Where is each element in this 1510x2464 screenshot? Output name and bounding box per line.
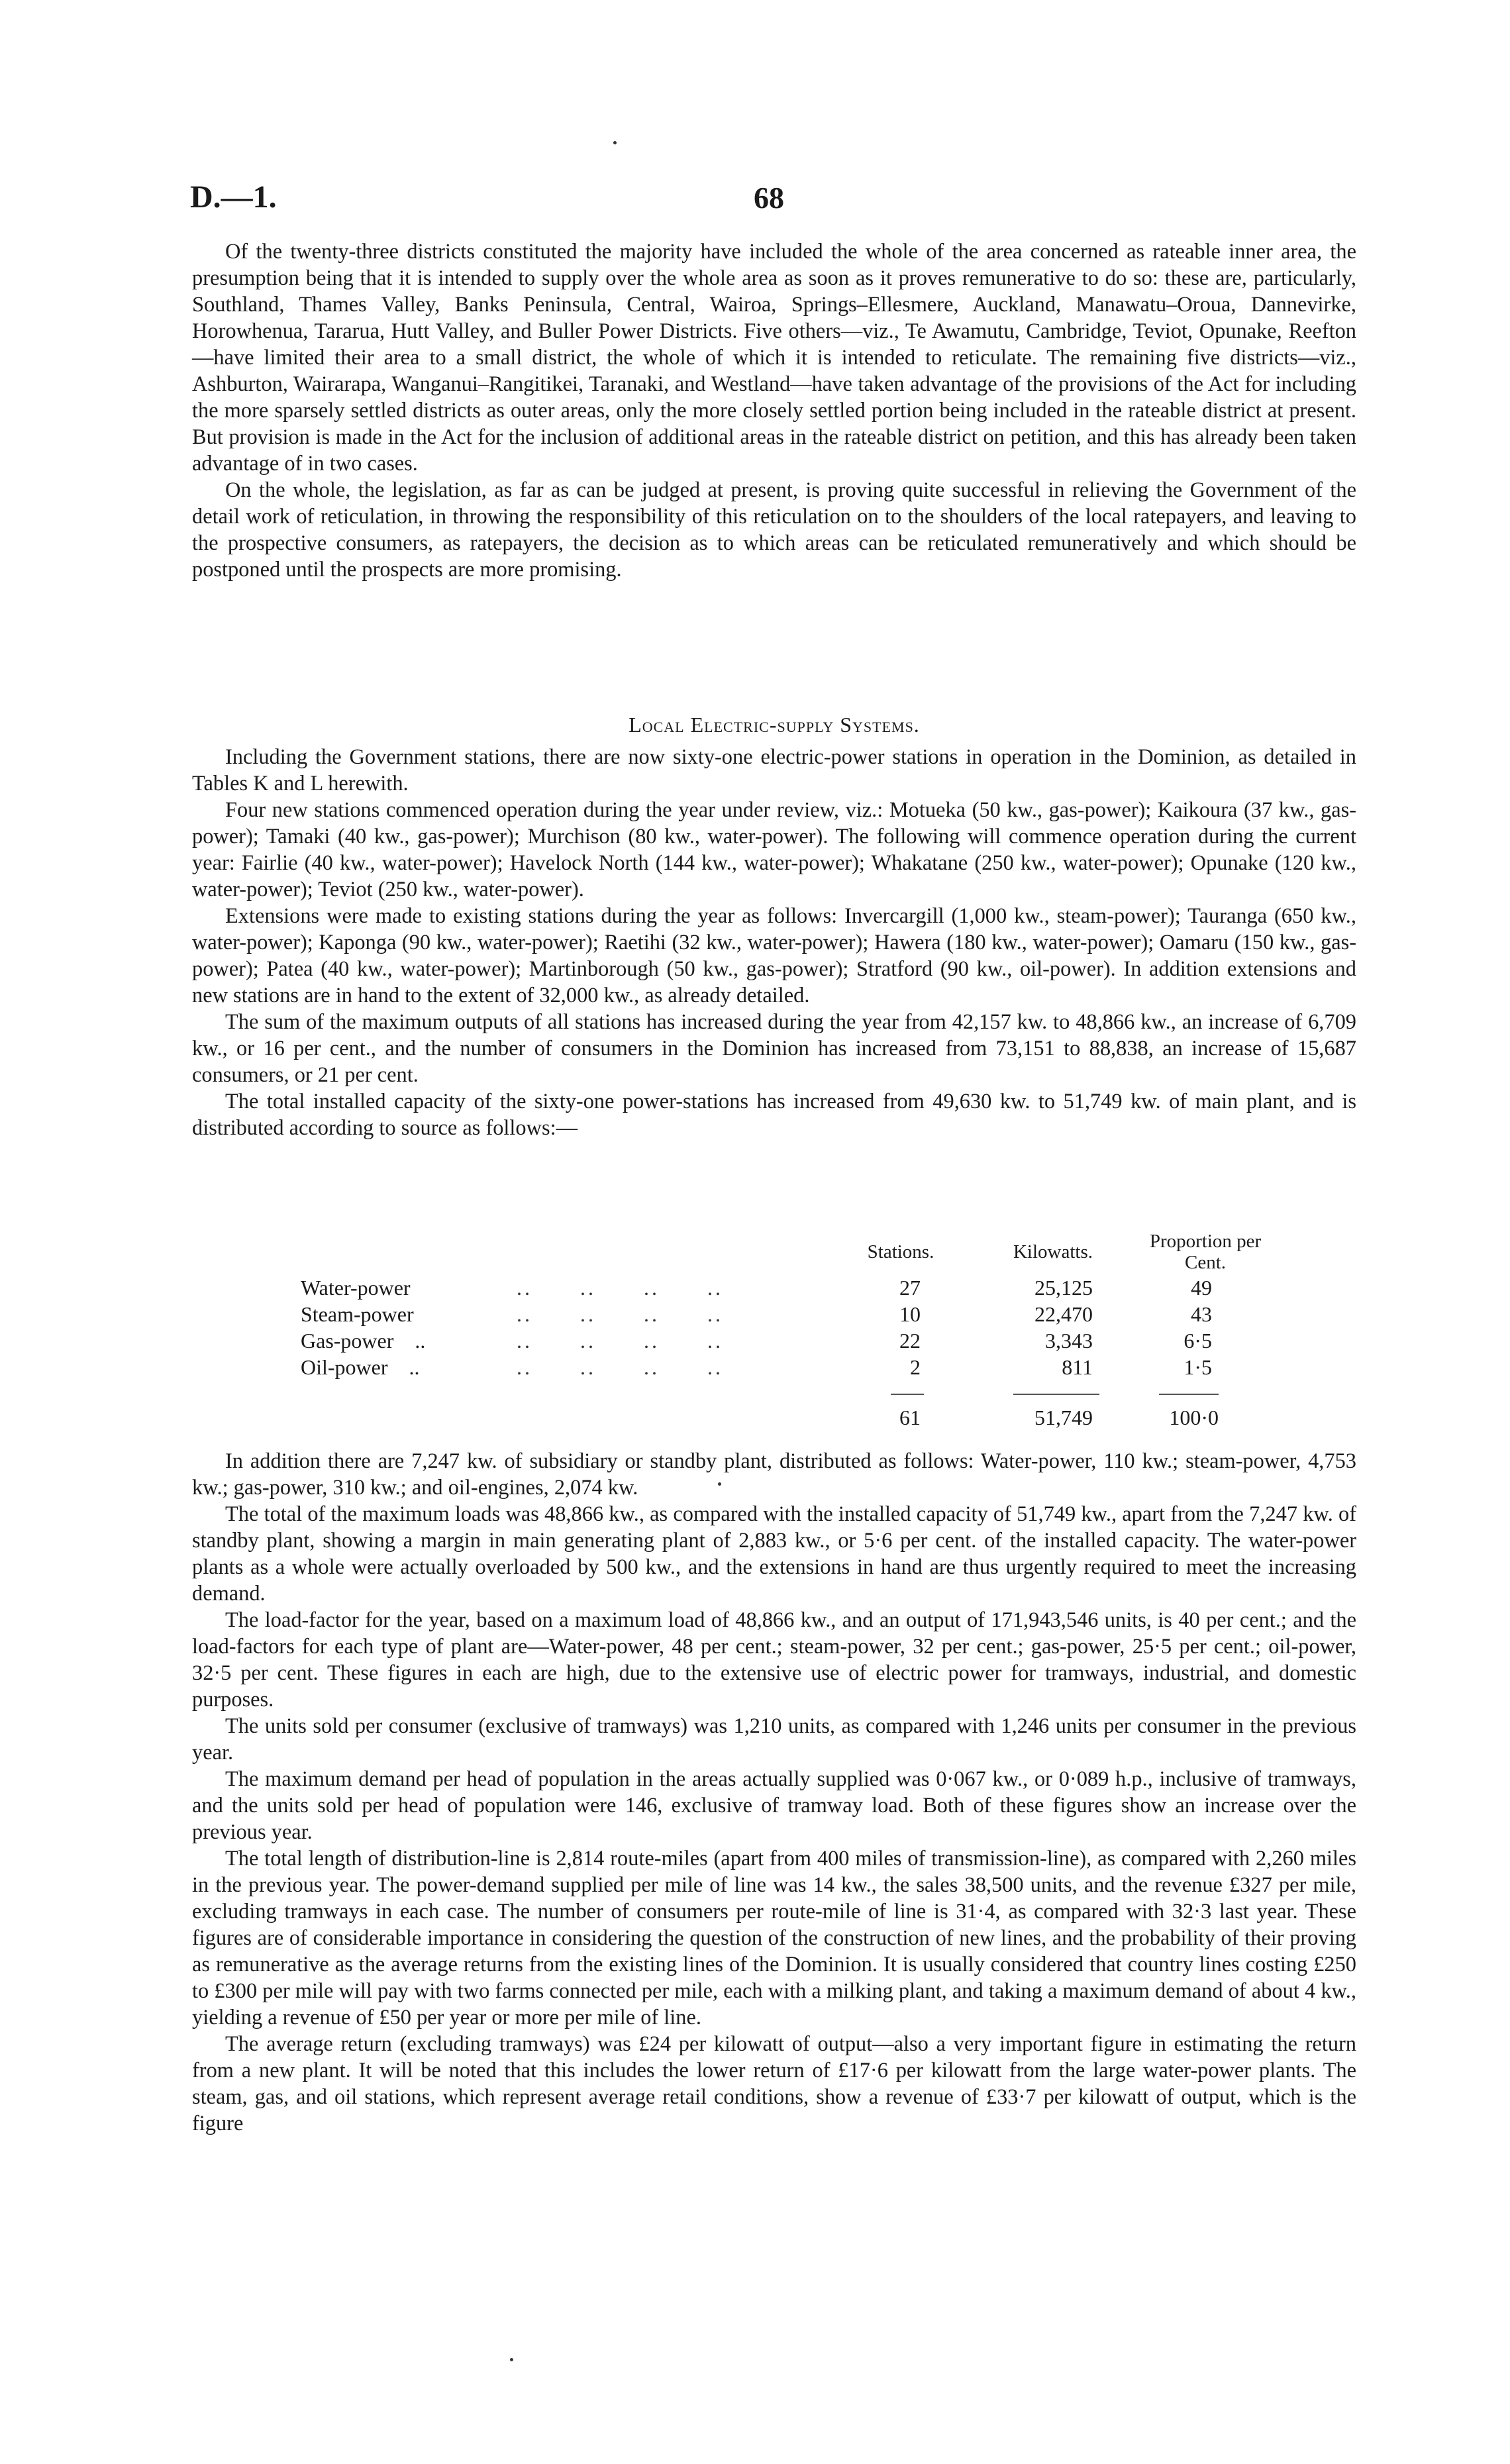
leader-dots: .. .. .. .. xyxy=(517,1329,723,1353)
table-total-row xyxy=(291,1406,1298,1432)
page-number: 68 xyxy=(754,181,784,215)
paragraph-standby-plant: In addition there are 7,247 kw. of subsidiary or standby plant, distributed as follows: Water-power, 110 kw.; steam-power, 4,753 kw.; gas-power, 310 kw.; and oil-engines, 2,074 kw. xyxy=(192,1449,1356,1500)
statistics-section xyxy=(192,1448,1356,2137)
proportion-value: 43 xyxy=(1191,1302,1212,1326)
kilowatts-value: 25,125 xyxy=(1034,1276,1093,1300)
kilowatts-value: 811 xyxy=(1062,1355,1093,1379)
print-speck xyxy=(510,2358,513,2361)
leader-dots: .. .. .. .. xyxy=(517,1355,723,1379)
kilowatts-value: 3,343 xyxy=(1045,1329,1093,1353)
paragraph-districts: Of the twenty-three districts constituted the majority have included the whole of the area concerned as rateable inner area, the presumption being that it is intended to supply over the whole area as soon as it proves remunerative to do so: these are, particularly, Southland, Thames Valley, Banks Peninsula, Central, Wairoa, Springs–Ellesmere, Auckland, Manawatu–Oroua, Dannevirke, Horowhenua, Tararua, Hutt Valley, and Buller Power Districts. Five others—viz., Te Awamutu, Cambridge, Teviot, Opunake, Reefton—have limited their area to a small district, the whole of which it is intended to reticulate. The remaining five districts—viz., Ashburton, Wairarapa, Wanganui–Rangitikei, Taranaki, and Westland—have taken advantage of the provisions of the Act for including the more sparsely settled districts as outer areas, only the more closely settled portion being included in the rateable district at present. But provision is made in the Act for the inclusion of additional areas in the rateable district on petition, and this has already been taken advantage of in two cases. xyxy=(192,240,1356,476)
total-rule-kilowatts xyxy=(1013,1394,1099,1395)
header-stations: Stations. xyxy=(867,1241,934,1262)
stations-value: 27 xyxy=(899,1276,921,1300)
source-label: Water-power xyxy=(301,1276,411,1300)
stations-total: 61 xyxy=(899,1406,921,1429)
proportion-value: 1·5 xyxy=(1183,1355,1212,1379)
paragraph-demand-per-head: The maximum demand per head of population in the areas actually supplied was 0·067 kw., or 0·089 h.p., inclusive of tramways, and the units sold per head of population were 146, exclusive of tramway load. Both of these figures show an increase over the previous year. xyxy=(192,1767,1356,1844)
proportion-total: 100·0 xyxy=(1169,1406,1219,1429)
paragraph-units-per-consumer: The units sold per consumer (exclusive of tramways) was 1,210 units, as compared with 1,246 units per consumer in the previous year. xyxy=(192,1714,1356,1765)
table-row xyxy=(291,1276,1298,1302)
leader-dots: .. .. .. .. xyxy=(517,1276,723,1300)
leader-dots: .. .. .. .. xyxy=(517,1302,723,1326)
paragraph-extensions: Extensions were made to existing stations during the year as follows: Invercargill (1,000 kw., steam-power); Tauranga (650 kw., water-power); Kaponga (90 kw., water-power); Raetihi (32 kw., water-power); Hawera (180 kw., water-power); Oamaru (150 kw., gas-power); Patea (40 kw., water-power); Martinborough (50 kw., gas-power); Stratford (90 kw., oil-power). In addition extensions and new stations are in hand to the extent of 32,000 kw., as already detailed. xyxy=(192,904,1356,1007)
table-row xyxy=(291,1329,1298,1355)
proportion-value: 49 xyxy=(1191,1276,1212,1300)
paragraph-maximum-loads: The total of the maximum loads was 48,866 kw., as compared with the installed capacity of 51,749 kw., apart from the 7,247 kw. of standby plant, showing a margin in main generating plant of 2,883 kw., or 5·6 per cent. of the installed capacity. The water-power plants as a whole were actually overloaded by 500 kw., and the extensions in hand are thus urgently required to meet the increasing demand. xyxy=(192,1502,1356,1606)
total-rule-proportion xyxy=(1159,1394,1219,1395)
print-speck xyxy=(613,141,617,144)
stations-value: 22 xyxy=(899,1329,921,1353)
source-label: Oil-power .. xyxy=(301,1355,420,1379)
document-reference: D.—1. xyxy=(190,180,277,215)
stations-value: 2 xyxy=(910,1355,921,1379)
source-label: Steam-power xyxy=(301,1302,414,1326)
paragraph-max-outputs: The sum of the maximum outputs of all stations has increased during the year from 42,157 kw. to 48,866 kw., an increase of 6,709 kw., or 16 per cent., and the number of consumers in the Dominion has increased from 73,151 to 88,838, an increase of 15,687 consumers, or 21 per cent. xyxy=(192,1010,1356,1087)
header-kilowatts: Kilowatts. xyxy=(1013,1241,1093,1262)
paragraph-load-factor: The load-factor for the year, based on a maximum load of 48,866 kw., and an output of 171,943,546 units, is 40 per cent.; and the load-factors for each type of plant are—Water-power, 48 per cent.; steam-power, 32 per cent.; gas-power, 25·5 per cent.; oil-power, 32·5 per cent. These figures in each are high, due to the extensive use of electric power for tramways, industrial, and domestic purposes. xyxy=(192,1608,1356,1712)
kilowatts-total: 51,749 xyxy=(1034,1406,1093,1429)
paragraph-distribution-line: The total length of distribution-line is 2,814 route-miles (apart from 400 miles of transmission-line), as compared with 2,260 miles in the previous year. The power-demand supplied per mile of line was 14 kw., the sales 38,500 units, and the revenue £327 per mile, excluding tramways in each case. The number of consumers per route-mile of line is 31·4, as compared with 32·3 last year. These figures are of considerable importance in considering the question of the construction of new lines, and the probability of their proving as remunerative as the average returns from the existing lines of the Dominion. It is usually considered that country lines costing £250 to £300 per mile will pay with two farms connected per mile, each with a milking plant, and taking a maximum demand of about 4 kw., yielding a revenue of £50 per year or more per mile of line. xyxy=(192,1847,1356,2029)
kilowatts-value: 22,470 xyxy=(1034,1302,1093,1326)
local-supply-section xyxy=(192,744,1356,1141)
paragraph-installed-capacity: The total installed capacity of the sixty-one power-stations has increased from 49,630 kw. to 51,749 kw. of main plant, and is distributed according to source as follows:— xyxy=(192,1090,1356,1140)
section-heading: Local Electric-supply Systems. xyxy=(629,713,920,737)
intro-section xyxy=(192,238,1356,583)
table-row xyxy=(291,1302,1298,1329)
paragraph-legislation: On the whole, the legislation, as far as can be judged at present, is proving quite successful in relieving the Government of the detail work of reticulation, in throwing the responsibility of this reticulation on to the shoulders of the local ratepayers, and leaving to the prospective consumers, as ratepayers, the decision as to which areas can be reticulated remuneratively and which should be postponed until the prospects are more promising. xyxy=(192,478,1356,582)
proportion-value: 6·5 xyxy=(1183,1329,1212,1353)
paragraph-new-stations: Four new stations commenced operation during the year under review, viz.: Motueka (50 kw., gas-power); Kaikoura (37 kw., gas-power); Tamaki (40 kw., gas-power); Murchison (80 kw., water-power). The following will commence operation during the current year: Fairlie (40 kw., water-power); Havelock North (144 kw., water-power); Whakatane (250 kw., water-power); Opunake (120 kw., water-power); Teviot (250 kw., water-power). xyxy=(192,798,1356,901)
header-proportion: Proportion per Cent. xyxy=(1149,1231,1262,1273)
stations-value: 10 xyxy=(899,1302,921,1326)
paragraph-stations-count: Including the Government stations, there are now sixty-one electric-power stations in operation in the Dominion, as detailed in Tables K and L herewith. xyxy=(192,745,1356,796)
total-rule-stations xyxy=(891,1394,924,1395)
source-label: Gas-power .. xyxy=(301,1329,426,1353)
table-row xyxy=(291,1355,1298,1382)
paragraph-average-return: The average return (excluding tramways) was £24 per kilowatt of output—also a very important figure in estimating the return from a new plant. It will be noted that this includes the lower return of £17·6 per kilowatt from the large water-power plants. The steam, gas, and oil stations, which represent average retail conditions, show a revenue of £33·7 per kilowatt of output, which is the figure xyxy=(192,2032,1356,2135)
